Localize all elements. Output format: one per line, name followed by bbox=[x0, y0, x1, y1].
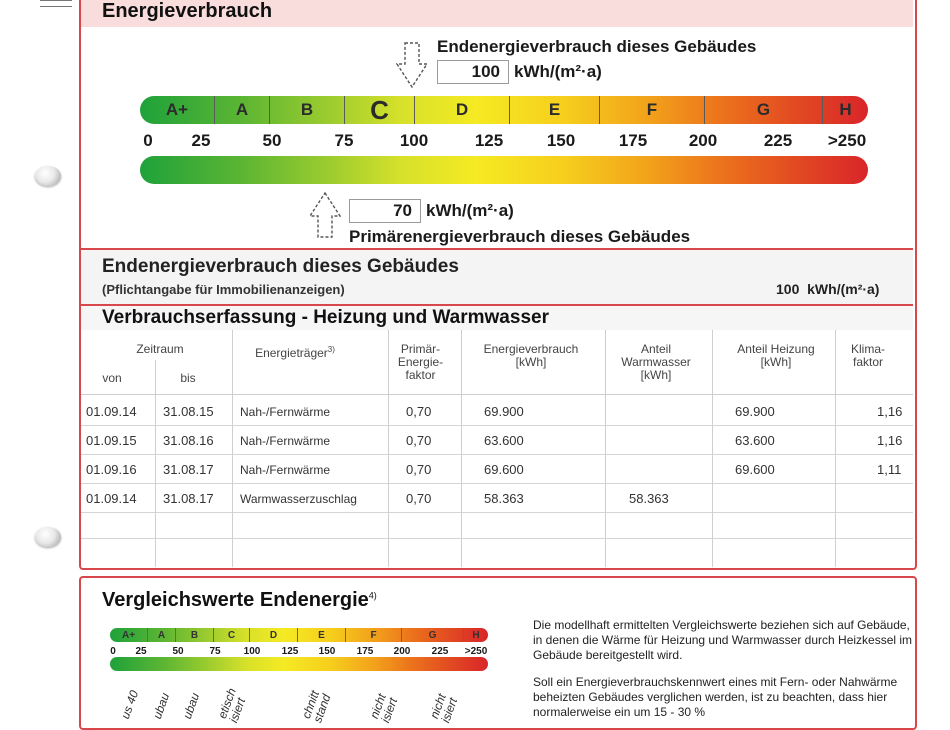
comparison-title bbox=[102, 589, 377, 612]
energy-title: Energieverbrauch bbox=[102, 0, 273, 22]
page-marker-lines bbox=[40, 0, 72, 7]
cell-klima: 1,16 bbox=[877, 433, 903, 448]
class-c: C bbox=[345, 96, 415, 124]
small-tick-label: 0 bbox=[110, 646, 116, 657]
small-class-c: C bbox=[214, 628, 250, 642]
binder-hole-bottom bbox=[35, 527, 61, 547]
th-anteil-ww: Anteil Warmwasser [kWh] bbox=[621, 342, 691, 382]
cell-klima: 1,11 bbox=[877, 462, 902, 477]
building-type-label: nicht isiert bbox=[427, 691, 461, 725]
page-left-margin bbox=[0, 0, 78, 712]
th-klima: Klima- faktor bbox=[850, 342, 885, 369]
small-class-h: H bbox=[472, 629, 480, 641]
small-tick-label: 150 bbox=[318, 646, 336, 657]
small-tick-label: 75 bbox=[209, 646, 221, 657]
end-energy-unit: kWh/(m²·a) bbox=[514, 62, 602, 81]
cell-ww: 58.363 bbox=[629, 491, 669, 506]
cell-verbrauch: 69.600 bbox=[484, 462, 524, 477]
th-energietraeger-text: Energieträger bbox=[255, 346, 328, 360]
tick-label: 75 bbox=[334, 131, 354, 150]
th-energietraeger-sup: 3) bbox=[327, 345, 335, 354]
down-arrow-icon bbox=[396, 42, 428, 88]
small-class-b: B bbox=[176, 628, 214, 642]
cell-von: 01.09.14 bbox=[86, 491, 137, 506]
cell-traeger: Nah-/Fernwärme bbox=[240, 434, 331, 448]
cell-bis: 31.08.17 bbox=[163, 462, 214, 477]
end-energy-value: 100 bbox=[437, 60, 509, 84]
building-type-label: us 40 bbox=[118, 688, 142, 721]
cell-bis: 31.08.16 bbox=[163, 433, 214, 448]
class-b: B bbox=[270, 96, 345, 124]
class-d: D bbox=[415, 96, 510, 124]
small-class-aplus: A+ bbox=[110, 628, 148, 642]
tick-label: 225 bbox=[763, 131, 793, 150]
th-primaer: Primär- Energie- faktor bbox=[397, 342, 444, 382]
small-class-d: D bbox=[250, 628, 298, 642]
small-tick-label: 175 bbox=[356, 646, 374, 657]
cell-bis: 31.08.17 bbox=[163, 491, 214, 506]
table-row bbox=[81, 426, 913, 455]
building-type-label: nicht isiert bbox=[367, 691, 401, 725]
cell-bis: 31.08.15 bbox=[163, 404, 214, 419]
comparison-title-text: Vergleichswerte Endenergie bbox=[102, 589, 369, 611]
table-row bbox=[81, 539, 913, 564]
binder-hole-top bbox=[35, 166, 61, 186]
end-energy-row-value: 100 kWh/(m²·a) bbox=[776, 281, 880, 297]
tick-label: 25 bbox=[191, 131, 211, 150]
primary-energy-unit: kWh/(m²·a) bbox=[426, 201, 514, 220]
class-a: A bbox=[215, 96, 270, 124]
small-tick-label: 100 bbox=[243, 646, 261, 657]
primary-energy-value: 70 bbox=[349, 199, 421, 223]
small-class-a: A bbox=[148, 628, 176, 642]
cell-traeger: Nah-/Fernwärme bbox=[240, 405, 331, 419]
table-row bbox=[81, 455, 913, 484]
cell-heizung: 63.600 bbox=[735, 433, 775, 448]
small-tick-label: 200 bbox=[393, 646, 411, 657]
end-energy-label: Endenergieverbrauch dieses Gebäudes bbox=[437, 37, 757, 56]
th-energietraeger bbox=[240, 343, 350, 360]
end-energy-row-title: Endenergieverbrauch dieses Gebäudes bbox=[102, 256, 459, 277]
comparison-paragraph-2: Soll ein Energieverbrauchskennwert eines mit Fern- oder Nahwärme beheizten Gebäudes verglichen werden, ist zu beachten, dass hier normalerweise ein um 15 - 30 % bbox=[533, 675, 898, 719]
cell-faktor: 0,70 bbox=[406, 433, 432, 448]
energy-gradient-bar bbox=[140, 156, 868, 184]
th-von: von bbox=[102, 371, 122, 385]
cell-verbrauch: 63.600 bbox=[484, 433, 524, 448]
cell-traeger: Warmwasserzuschlag bbox=[240, 492, 357, 506]
tick-label: 0 bbox=[143, 131, 153, 150]
table-row bbox=[81, 484, 913, 513]
cell-heizung: 69.900 bbox=[735, 404, 775, 419]
cell-verbrauch: 58.363 bbox=[484, 491, 524, 506]
comparison-paragraph-1: Die modellhaft ermittelten Vergleichswerte beziehen sich auf Gebäude, in denen die Wärme für Heizung und Warmwasser durch Heizkessel im Gebäude bereitgestellt wird. bbox=[533, 618, 913, 662]
tick-label: 100 bbox=[399, 131, 429, 150]
small-class-e: E bbox=[298, 628, 346, 642]
tick-label: 125 bbox=[474, 131, 504, 150]
building-type-label: chnitt stand bbox=[299, 688, 334, 725]
cell-verbrauch: 69.900 bbox=[484, 404, 524, 419]
building-type-label: etisch isiert bbox=[215, 686, 249, 725]
small-class-f: F bbox=[346, 628, 402, 642]
cell-heizung: 69.600 bbox=[735, 462, 775, 477]
up-arrow-icon bbox=[309, 192, 341, 238]
consumption-title: Verbrauchserfassung - Heizung und Warmwasser bbox=[102, 307, 549, 328]
cell-von: 01.09.14 bbox=[86, 404, 137, 419]
comparison-gradient-bar bbox=[110, 657, 488, 671]
building-type-label: ubau bbox=[150, 690, 173, 721]
th-bis: bis bbox=[180, 371, 196, 385]
comparison-class-bar bbox=[110, 628, 488, 642]
table-header-line bbox=[81, 394, 913, 395]
comparison-title-sup: 4) bbox=[368, 590, 377, 601]
end-energy-row-subtitle: (Pflichtangabe für Immobilienanzeigen) bbox=[102, 282, 345, 297]
small-tick-label: 25 bbox=[135, 646, 147, 657]
class-aplus: A+ bbox=[140, 96, 215, 124]
class-h: H bbox=[839, 100, 852, 119]
small-tick-label: >250 bbox=[464, 646, 488, 657]
table-row bbox=[81, 513, 913, 539]
class-g: G bbox=[705, 96, 823, 124]
small-tick-label: 50 bbox=[172, 646, 184, 657]
building-type-label: ubau bbox=[180, 690, 203, 721]
small-tick-label: 125 bbox=[281, 646, 299, 657]
small-class-g: G bbox=[402, 628, 464, 642]
tick-label: 200 bbox=[688, 131, 718, 150]
th-energieverbrauch: Energieverbrauch [kWh] bbox=[483, 342, 579, 369]
cell-traeger: Nah-/Fernwärme bbox=[240, 463, 331, 477]
tick-label: 175 bbox=[618, 131, 648, 150]
small-tick-label: 225 bbox=[431, 646, 449, 657]
tick-label: 150 bbox=[546, 131, 576, 150]
cell-faktor: 0,70 bbox=[406, 462, 432, 477]
th-zeitraum: Zeitraum bbox=[136, 342, 184, 356]
cell-von: 01.09.16 bbox=[86, 462, 137, 477]
energy-class-bar bbox=[140, 96, 868, 124]
cell-klima: 1,16 bbox=[877, 404, 903, 419]
cell-von: 01.09.15 bbox=[86, 433, 137, 448]
class-f: F bbox=[600, 96, 705, 124]
class-e: E bbox=[510, 96, 600, 124]
tick-label: >250 bbox=[827, 131, 867, 150]
cell-faktor: 0,70 bbox=[406, 404, 432, 419]
primary-energy-label: Primärenergieverbrauch dieses Gebäudes bbox=[349, 227, 691, 246]
table-row bbox=[81, 397, 913, 426]
tick-label: 50 bbox=[262, 131, 282, 150]
th-anteil-heizung: Anteil Heizung [kWh] bbox=[737, 342, 815, 369]
cell-faktor: 0,70 bbox=[406, 491, 432, 506]
